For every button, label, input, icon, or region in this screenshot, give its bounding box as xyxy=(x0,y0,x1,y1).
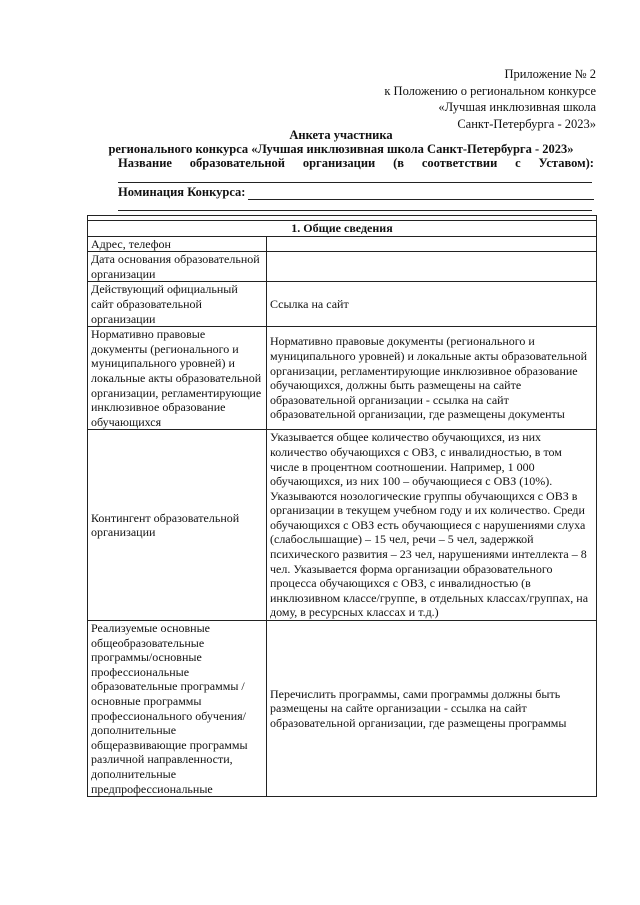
form-title-line-1: Анкета участника xyxy=(289,128,393,142)
row-value[interactable]: Ссылка на сайт xyxy=(267,282,597,327)
org-name-word: (в xyxy=(393,156,405,170)
appendix-line-2: к Положению о региональном конкурсе xyxy=(384,83,596,98)
row-value[interactable] xyxy=(267,252,597,282)
row-label: Нормативно правовые документы (регионального и муниципального уровней) и локальные акты образовательной организации, регламентирующие инклюзивное образование обучающихся xyxy=(88,327,267,430)
org-name-word: организации xyxy=(302,156,376,170)
nomination-second-line[interactable] xyxy=(118,210,592,211)
row-value[interactable] xyxy=(267,236,597,252)
row-label: Контингент образовательной организации xyxy=(88,430,267,621)
table-row xyxy=(88,430,597,621)
org-name-word: соответствии xyxy=(421,156,498,170)
org-name-word: Уставом): xyxy=(538,156,594,170)
org-name-word: Название xyxy=(118,156,172,170)
appendix-line-1: Приложение № 2 xyxy=(504,67,596,81)
row-label: Действующий официальный сайт образовательной организации xyxy=(88,282,267,327)
nomination-label: Номинация Конкурса: xyxy=(118,185,246,199)
org-name-word: образовательной xyxy=(189,156,286,170)
row-label: Реализуемые основные общеобразовательные программы/основные профессиональные образовательные программы /основные программы профессионального обучения/ дополнительные общеразвивающие программы различной направленности, дополнительные предпрофессиональные xyxy=(88,621,267,797)
row-label: Адрес, телефон xyxy=(88,236,267,252)
org-name-fill-line[interactable] xyxy=(118,182,592,183)
table-row xyxy=(88,282,597,327)
nomination-fill-line[interactable] xyxy=(248,186,594,200)
appendix-line-3: «Лучшая инклюзивная школа xyxy=(438,100,596,114)
appendix-header xyxy=(384,66,596,132)
form-title-line-2: регионального конкурса «Лучшая инклюзивная школа Санкт-Петербурга - 2023» xyxy=(108,142,574,156)
row-label: Дата основания образовательной организации xyxy=(88,252,267,282)
form-title xyxy=(88,128,594,156)
org-name-word: с xyxy=(515,156,521,170)
general-info-table xyxy=(87,215,597,797)
table-row xyxy=(88,327,597,430)
row-value[interactable]: Перечислить программы, сами программы должны быть размещены на сайте организации - ссылка на сайт образовательной организации, где размещены программы xyxy=(267,621,597,797)
appendix-line-4: Санкт-Петербурга - 2023» xyxy=(457,116,596,131)
org-name-label xyxy=(118,155,594,171)
nomination-row xyxy=(118,184,594,200)
table-row xyxy=(88,252,597,282)
row-value[interactable]: Указывается общее количество обучающихся, из них количество обучающихся с ОВЗ, с инвалидностью, в том числе в процентном соотношении. Например, 1 000 обучающихся, из них 100 – обучающиеся с ОВЗ (10%). Указываются нозологические группы обучающихся с ОВЗ в организации в текущем учебном году и их количество. Среди обучающихся с ОВЗ есть обучающиеся с нарушениями слуха (слабослышащие) – 15 чел, речи – 5 чел, задержкой психического развития – 23 чел, нарушениями интеллекта – 8 чел. Указывается форма организации образовательного процесса обучающихся с ОВЗ, с инвалидностью (в инклюзивном классе/группе, в отдельных классах/группах, на дому, в ресурсных классах и т.д.) xyxy=(267,430,597,621)
table-row xyxy=(88,236,597,252)
table-row xyxy=(88,621,597,797)
row-value[interactable]: Нормативно правовые документы (регионального и муниципального уровней) и локальные акты образовательной организации, регламентирующие инклюзивное образование обучающихся, должны быть размещены на сайте образовательной организации - ссылка на сайт образовательной организации, где размещены документы xyxy=(267,327,597,430)
section-title: 1. Общие сведения xyxy=(88,221,597,237)
